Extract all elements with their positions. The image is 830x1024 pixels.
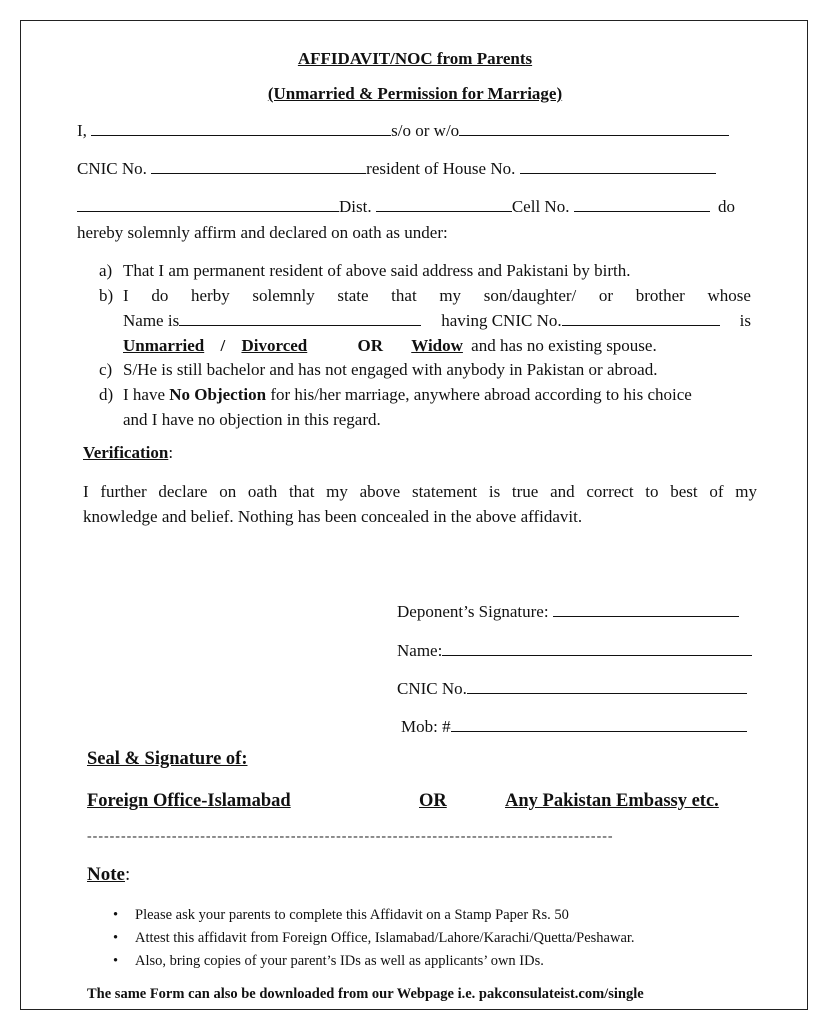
sig-cnic-label: CNIC No.: [397, 679, 467, 698]
word: solemnly: [252, 286, 315, 305]
cnic-blank[interactable]: [151, 159, 366, 174]
sig-mob-line: [401, 717, 747, 737]
note-bullet-text: Attest this affidavit from Foreign Office, Islamabad/Lahore/Karachi/Quetta/Peshawar.: [135, 930, 635, 946]
cell-label: Cell No.: [511, 197, 570, 216]
name-is-label: Name is: [123, 311, 180, 330]
father-name-blank[interactable]: [459, 121, 729, 136]
child-name-blank[interactable]: [179, 311, 421, 326]
word: herby: [190, 286, 230, 305]
word: do: [151, 286, 169, 305]
bullet-icon: •: [113, 907, 119, 923]
sig-name-blank[interactable]: [442, 641, 752, 656]
word: state: [337, 286, 369, 305]
note-bullet: [113, 953, 733, 973]
word: or: [598, 286, 614, 305]
seal-embassy: Any Pakistan Embassy etc.: [505, 791, 719, 811]
word: son/daughter/: [483, 286, 577, 305]
word: brother: [635, 286, 685, 305]
dashed-separator: ---------------------------------------------------------------------------------------------: [87, 829, 614, 844]
deponent-signature-label: Deponent’s Signature:: [397, 602, 549, 621]
word: my: [439, 286, 462, 305]
item-c: [77, 360, 797, 382]
resident-label: resident of House No.: [366, 159, 516, 178]
word: that: [391, 286, 417, 305]
footer-note: The same Form can also be downloaded from our Webpage i.e. pakconsulateist.com/single: [87, 986, 644, 1002]
slash-separator: /: [220, 336, 226, 355]
note-bullet-text: Also, bring copies of your parent’s IDs as well as applicants’ own IDs.: [135, 953, 544, 969]
item-b-label: b): [99, 286, 114, 305]
cnic-resident-line: [77, 159, 716, 179]
i-prefix: I,: [77, 121, 87, 140]
item-a-label: a): [99, 261, 113, 280]
item-d-label: d): [99, 385, 114, 404]
divorced-option: Divorced: [241, 336, 308, 355]
sig-name-line: [397, 641, 752, 661]
item-c-text: S/He is still bachelor and has not engaged with anybody in Pakistan or abroad.: [123, 360, 658, 379]
deponent-signature-blank[interactable]: [553, 602, 739, 617]
sig-name-label: Name:: [397, 641, 443, 660]
widow-option: Widow: [411, 336, 463, 355]
dist-label: Dist.: [339, 197, 372, 216]
affirm-line: hereby solemnly affirm and declared on oath as under:: [77, 223, 448, 242]
sig-cnic-line: [397, 679, 747, 699]
note-colon: :: [124, 864, 131, 885]
verification-line1: I further declare on oath that my above statement is true and correct to best of my: [83, 482, 757, 501]
so-wo-label: s/o or w/o: [391, 121, 460, 140]
item-b-line3: [123, 336, 657, 356]
item-d-line2: and I have no objection in this regard.: [123, 410, 381, 429]
item-d-line1: [123, 385, 692, 405]
sig-cnic-blank[interactable]: [467, 679, 747, 694]
child-cnic-blank[interactable]: [562, 311, 720, 326]
note-bullet-text: Please ask your parents to complete this Affidavit on a Stamp Paper Rs. 50: [135, 907, 569, 923]
item-a-text: That I am permanent resident of above said address and Pakistani by birth.: [123, 261, 631, 280]
item-d-post: for his/her marriage, anywhere abroad according to his choice: [266, 385, 692, 404]
dist-cell-line: [77, 197, 735, 217]
or-separator: OR: [357, 336, 383, 355]
cnic-label: CNIC No.: [77, 159, 147, 178]
seal-heading: Seal & Signature of:: [87, 749, 248, 769]
no-spouse-text: and has no existing spouse.: [471, 336, 657, 355]
note-heading: [87, 864, 130, 886]
cell-blank[interactable]: [574, 197, 710, 212]
bullet-icon: •: [113, 930, 119, 946]
unmarried-option: Unmarried: [123, 336, 205, 355]
document-title: AFFIDAVIT/NOC from Parents: [297, 49, 533, 68]
seal-foreign-office: Foreign Office-Islamabad: [87, 791, 291, 811]
do-label: do: [717, 197, 735, 216]
verification-colon: :: [168, 443, 174, 462]
having-cnic-label: having CNIC No.: [441, 311, 562, 330]
item-d: [77, 385, 797, 433]
item-d-pre: I have: [123, 385, 170, 404]
document-subtitle: (Unmarried & Permission for Marriage): [267, 84, 563, 103]
item-c-label: c): [99, 360, 113, 379]
address-blank[interactable]: [77, 197, 339, 212]
item-b-line2: [123, 311, 751, 331]
item-b-line1: [123, 286, 751, 306]
bullet-icon: •: [113, 953, 119, 969]
sig-mob-label: Mob: #: [401, 717, 451, 736]
note-title: Note: [87, 864, 125, 885]
deponent-signature-line: [397, 602, 739, 622]
note-bullet: [113, 907, 733, 927]
verification-line2: knowledge and belief. Nothing has been concealed in the above affidavit.: [83, 507, 583, 526]
note-bullet: [113, 930, 733, 950]
verification-heading: [83, 443, 173, 463]
word: I: [123, 286, 129, 305]
dist-blank[interactable]: [376, 197, 512, 212]
house-no-blank[interactable]: [520, 159, 716, 174]
applicant-name-blank[interactable]: [91, 121, 391, 136]
sig-mob-blank[interactable]: [451, 717, 747, 732]
verification-title: Verification: [83, 443, 169, 462]
seal-or: OR: [419, 791, 447, 811]
item-a: [77, 261, 797, 283]
applicant-line: [77, 121, 729, 141]
affidavit-document: [20, 20, 808, 1010]
is-label: is: [739, 311, 751, 330]
word: whose: [707, 286, 751, 305]
no-objection-text: No Objection: [169, 385, 267, 404]
